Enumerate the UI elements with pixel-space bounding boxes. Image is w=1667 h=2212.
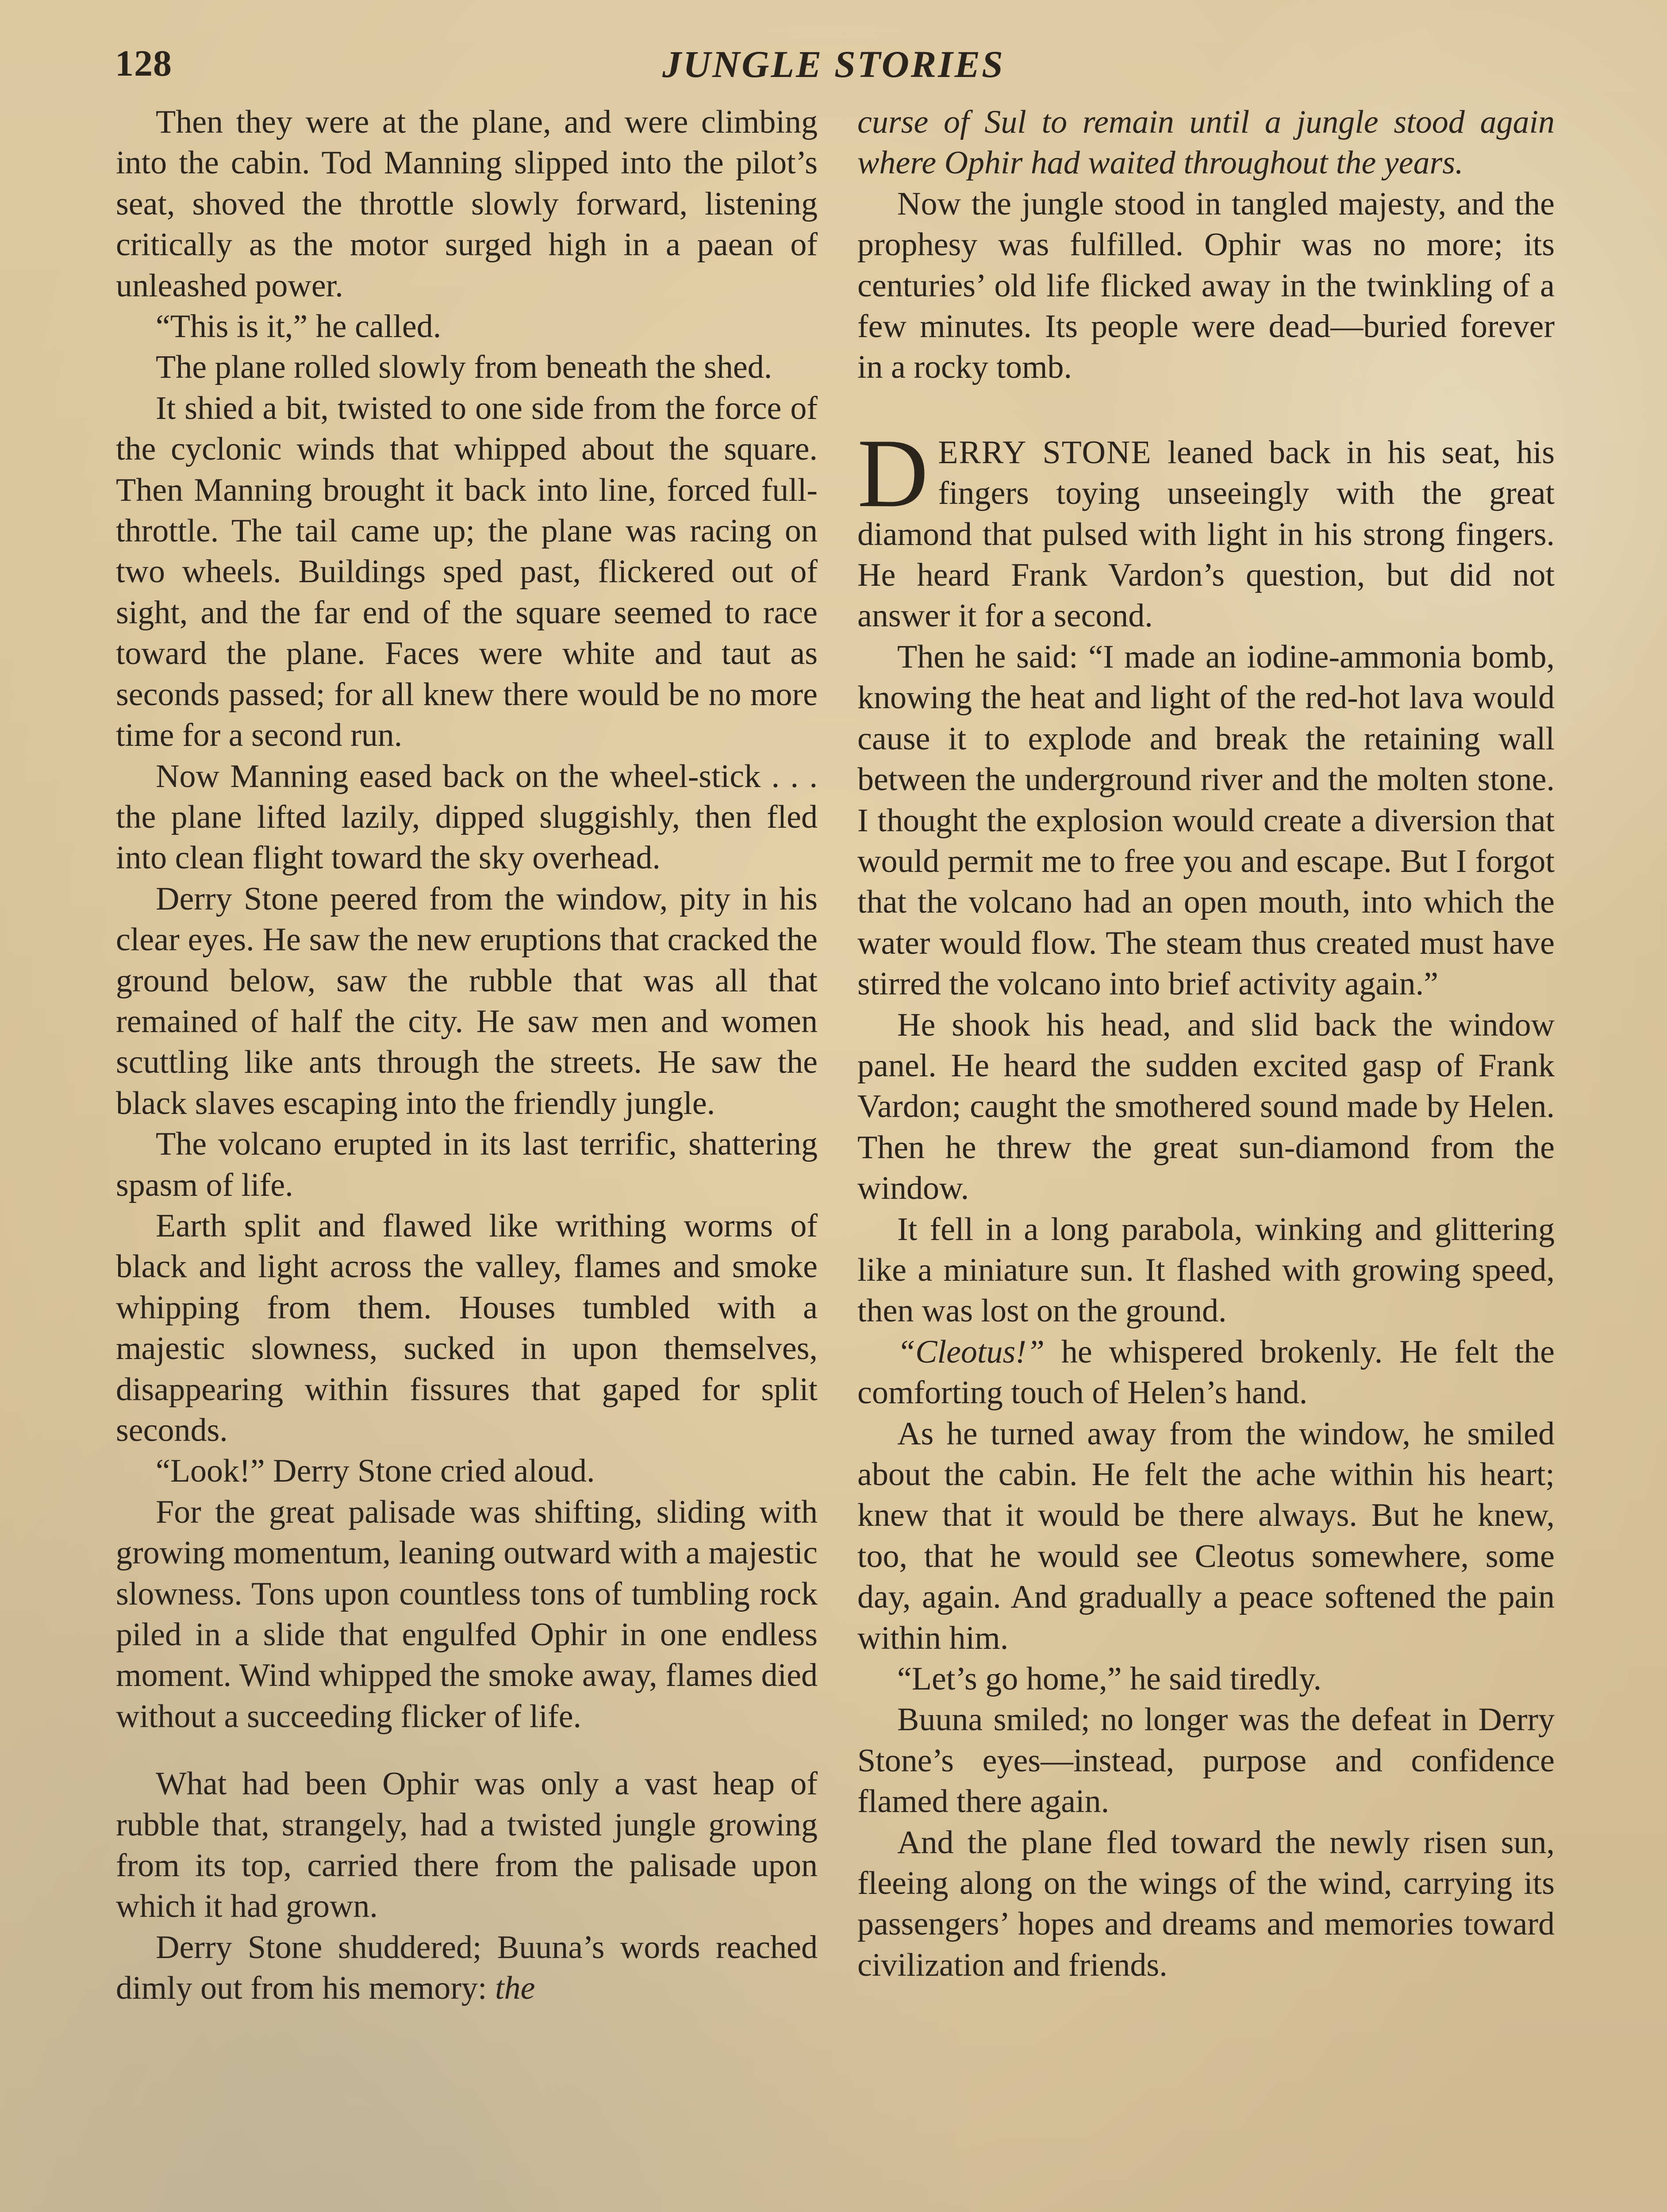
paragraph: He shook his head, and slid back the window panel. He heard the sudden excited gasp of Frank Vardon; caught the smothered sound made by Helen. Then he threw the great sun-diamond from the window. [857,1006,1555,1207]
paragraph: Earth split and flawed like writhing worms of black and light across the valley, flames and smoke whipping from them. Houses tumbled with a majestic slowness, sucked in upon themselves, disappearing within fissures that gaped for split seconds. [116,1207,818,1448]
paragraph-text: Derry Stone shuddered; Buuna’s words reached dimly out from his memory: [116,1929,818,2007]
paragraph-with-italic-tail [116,1927,818,2009]
paragraph: And the plane fled toward the newly risen sun, fleeing along on the wings of the wind, carrying its passengers’ hopes and dreams and memories toward civilization and friends. [857,1824,1555,1983]
paragraph: For the great palisade was shifting, sliding with growing momentum, leaning outward with a majestic slowness. Tons upon countless tons of tumbling rock piled in a slide that engulfed Ophir in one endless moment. Wind whipped the smoke away, flames died without a succeeding flicker of life. [116,1494,818,1735]
right-column [857,102,1555,1985]
italic-continuation-paragraph: curse of Sul to remain until a jungle stood again where Ophir had waited throughout the years. [857,104,1555,181]
paragraph: “Look!” Derry Stone cried aloud. [156,1453,595,1490]
section-opening-paragraph [857,419,1555,637]
paragraph: “This is it,” he called. [156,308,442,345]
paragraph [857,1332,1555,1413]
paragraph-text: he whispered brokenly. He felt the comforting touch of Helen’s hand. [857,1333,1555,1411]
left-column [116,102,818,2009]
paragraph: Then he said: “I made an iodine-ammonia bomb, knowing the heat and light of the red-hot lava would cause it to explode and break the retaining wall between the underground river and the molten stone. I thought the explosion would create a diversion that would permit me to free you and escape. But I forgot that the volcano had an open mouth, into which the water would flow. The steam thus created must have stirred the volcano into brief activity again.” [857,638,1555,1002]
paragraph: The plane rolled slowly from beneath the shed. [156,349,772,386]
page-header [115,42,1552,95]
paragraph: Now Manning eased back on the wheel-stick . . . the plane lifted lazily, dipped sluggishly, then fled into clean flight toward the sky overhead. [116,758,818,876]
section-lead-caps: ERRY STONE [938,434,1152,471]
page-number: 128 [115,43,172,84]
italic-exclamation: “Cleotus!” [897,1333,1045,1370]
paragraph: It fell in a long parabola, winking and glittering like a miniature sun. It flashed with growing speed, then was lost on the ground. [857,1211,1555,1329]
running-head: JUNGLE STORIES [662,43,1005,85]
drop-cap: D [857,419,929,528]
paragraph: The volcano erupted in its last terrific, shattering spasm of life. [116,1126,818,1203]
paragraph: What had been Ophir was only a vast heap of rubble that, strangely, had a twisted jungle growing from its top, carried there from the palisade upon which it had grown. [116,1766,818,1925]
paragraph-text: leaned back in his seat, his fingers toying unseeingly with the great diamond that pulsed with light in his strong fingers. He heard Frank Vardon’s question, but did not answer it for a second. [857,434,1555,634]
paragraph: Now the jungle stood in tangled majesty, and the prophesy was fulfilled. Ophir was no more; its centuries’ old life flicked away in the twinkling of a few minutes. Its people were dead—buried forever in a rocky tomb. [857,185,1555,386]
paragraph: “Let’s go home,” he said tiredly. [897,1661,1321,1697]
paragraph: It shied a bit, twisted to one side from the force of the cyclonic winds that whipped about the square. Then Manning brought it back into line, forced full-throttle. The tail came up; the plane was racing on two wheels. Buildings sped past, flickered out of sight, and the far end of the square seemed to race toward the plane. Faces were white and taut as seconds passed; for all knew there would be no more time for a second run. [116,390,818,754]
paragraph: As he turned away from the window, he smiled about the cabin. He felt the ache within his heart; knew that it would be there always. But he knew, too, that he would see Cleotus somewhere, some day, again. And gradually a peace softened the pain within him. [857,1415,1555,1656]
paragraph: Then they were at the plane, and were climbing into the cabin. Tod Manning slipped into the pilot’s seat, shoved the throttle slowly forward, listening critically as the motor surged high in a paean of unleashed power. [116,104,818,304]
italic-continuation: the [495,1970,535,2007]
paragraph: Derry Stone peered from the window, pity in his clear eyes. He saw the new eruptions that cracked the ground below, saw the rubble that was all that remained of half the city. He saw men and women scuttling like ants through the streets. He saw the black slaves escaping into the friendly jungle. [116,880,818,1121]
paragraph: Buuna smiled; no longer was the defeat in Derry Stone’s eyes—instead, purpose and confidence flamed there again. [857,1701,1555,1820]
